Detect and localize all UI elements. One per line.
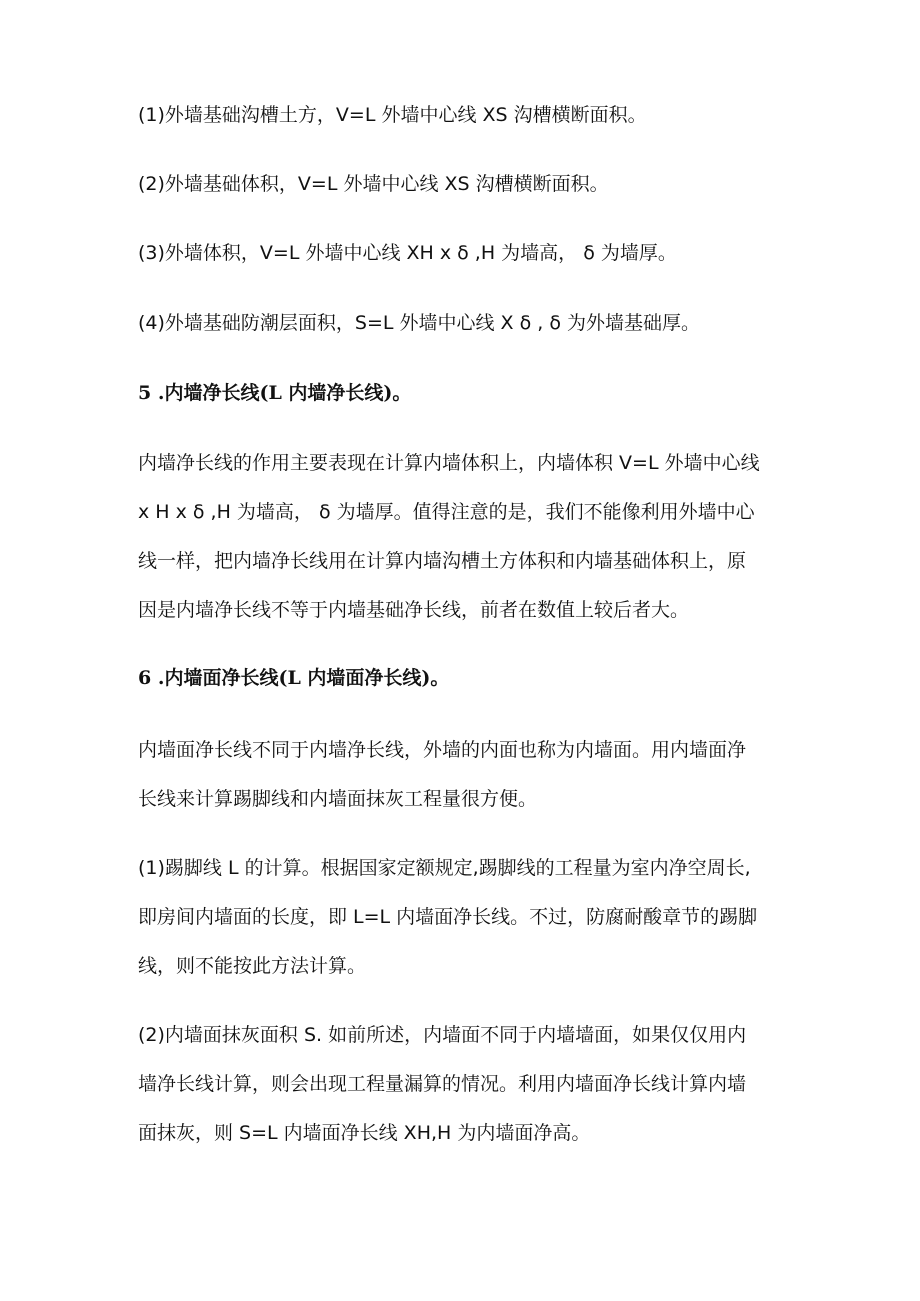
list-item-3: (3)外墙体积，V=L 外墙中心线 XH x δ ,H 为墙高， δ 为墙厚。 <box>138 242 677 264</box>
section-6-paragraph-line: 长线来计算踢脚线和内墙面抹灰工程量很方便。 <box>138 788 538 810</box>
list-item-1: (1)外墙基础沟槽土方，V=L 外墙中心线 XS 沟槽横断面积。 <box>138 104 647 126</box>
section-5-heading: 5 .内墙净长线(L 内墙净长线)。 <box>138 382 412 404</box>
section-5-paragraph-line: 线一样，把内墙净长线用在计算内墙沟槽土方体积和内墙基础体积上，原 <box>138 550 747 572</box>
section-6-item-1-line: (1)踢脚线 L 的计算。根据国家定额规定,踢脚线的工程量为室内净空周长, <box>138 857 751 879</box>
list-item-2: (2)外墙基础体积，V=L 外墙中心线 XS 沟槽横断面积。 <box>138 173 609 195</box>
section-5-paragraph-line: x H x δ ,H 为墙高， δ 为墙厚。值得注意的是，我们不能像利用外墙中心 <box>138 501 755 523</box>
section-6-paragraph-line: 内墙面净长线不同于内墙净长线，外墙的内面也称为内墙面。用内墙面净 <box>138 739 747 761</box>
section-6-item-1-line: 线，则不能按此方法计算。 <box>138 955 367 977</box>
section-6-heading: 6 .内墙面净长线(L 内墙面净长线)。 <box>138 667 450 689</box>
section-6-item-2-line: 面抹灰，则 S=L 内墙面净长线 XH,H 为内墙面净高。 <box>138 1122 591 1144</box>
section-6-item-2-line: 墙净长线计算，则会出现工程量漏算的情况。利用内墙面净长线计算内墙 <box>138 1073 747 1095</box>
section-5-paragraph-line: 内墙净长线的作用主要表现在计算内墙体积上，内墙体积 V=L 外墙中心线 <box>138 452 760 474</box>
list-item-4: (4)外墙基础防潮层面积，S=L 外墙中心线 X δ , δ 为外墙基础厚。 <box>138 312 701 334</box>
section-6-item-2-line: (2)内墙面抹灰面积 S. 如前所述，内墙面不同于内墙墙面，如果仅仅用内 <box>138 1024 747 1046</box>
section-5-paragraph-line: 因是内墙净长线不等于内墙基础净长线，前者在数值上较后者大。 <box>138 599 690 621</box>
section-6-item-1-line: 即房间内墙面的长度，即 L=L 内墙面净长线。不过，防腐耐酸章节的踢脚 <box>138 906 758 928</box>
